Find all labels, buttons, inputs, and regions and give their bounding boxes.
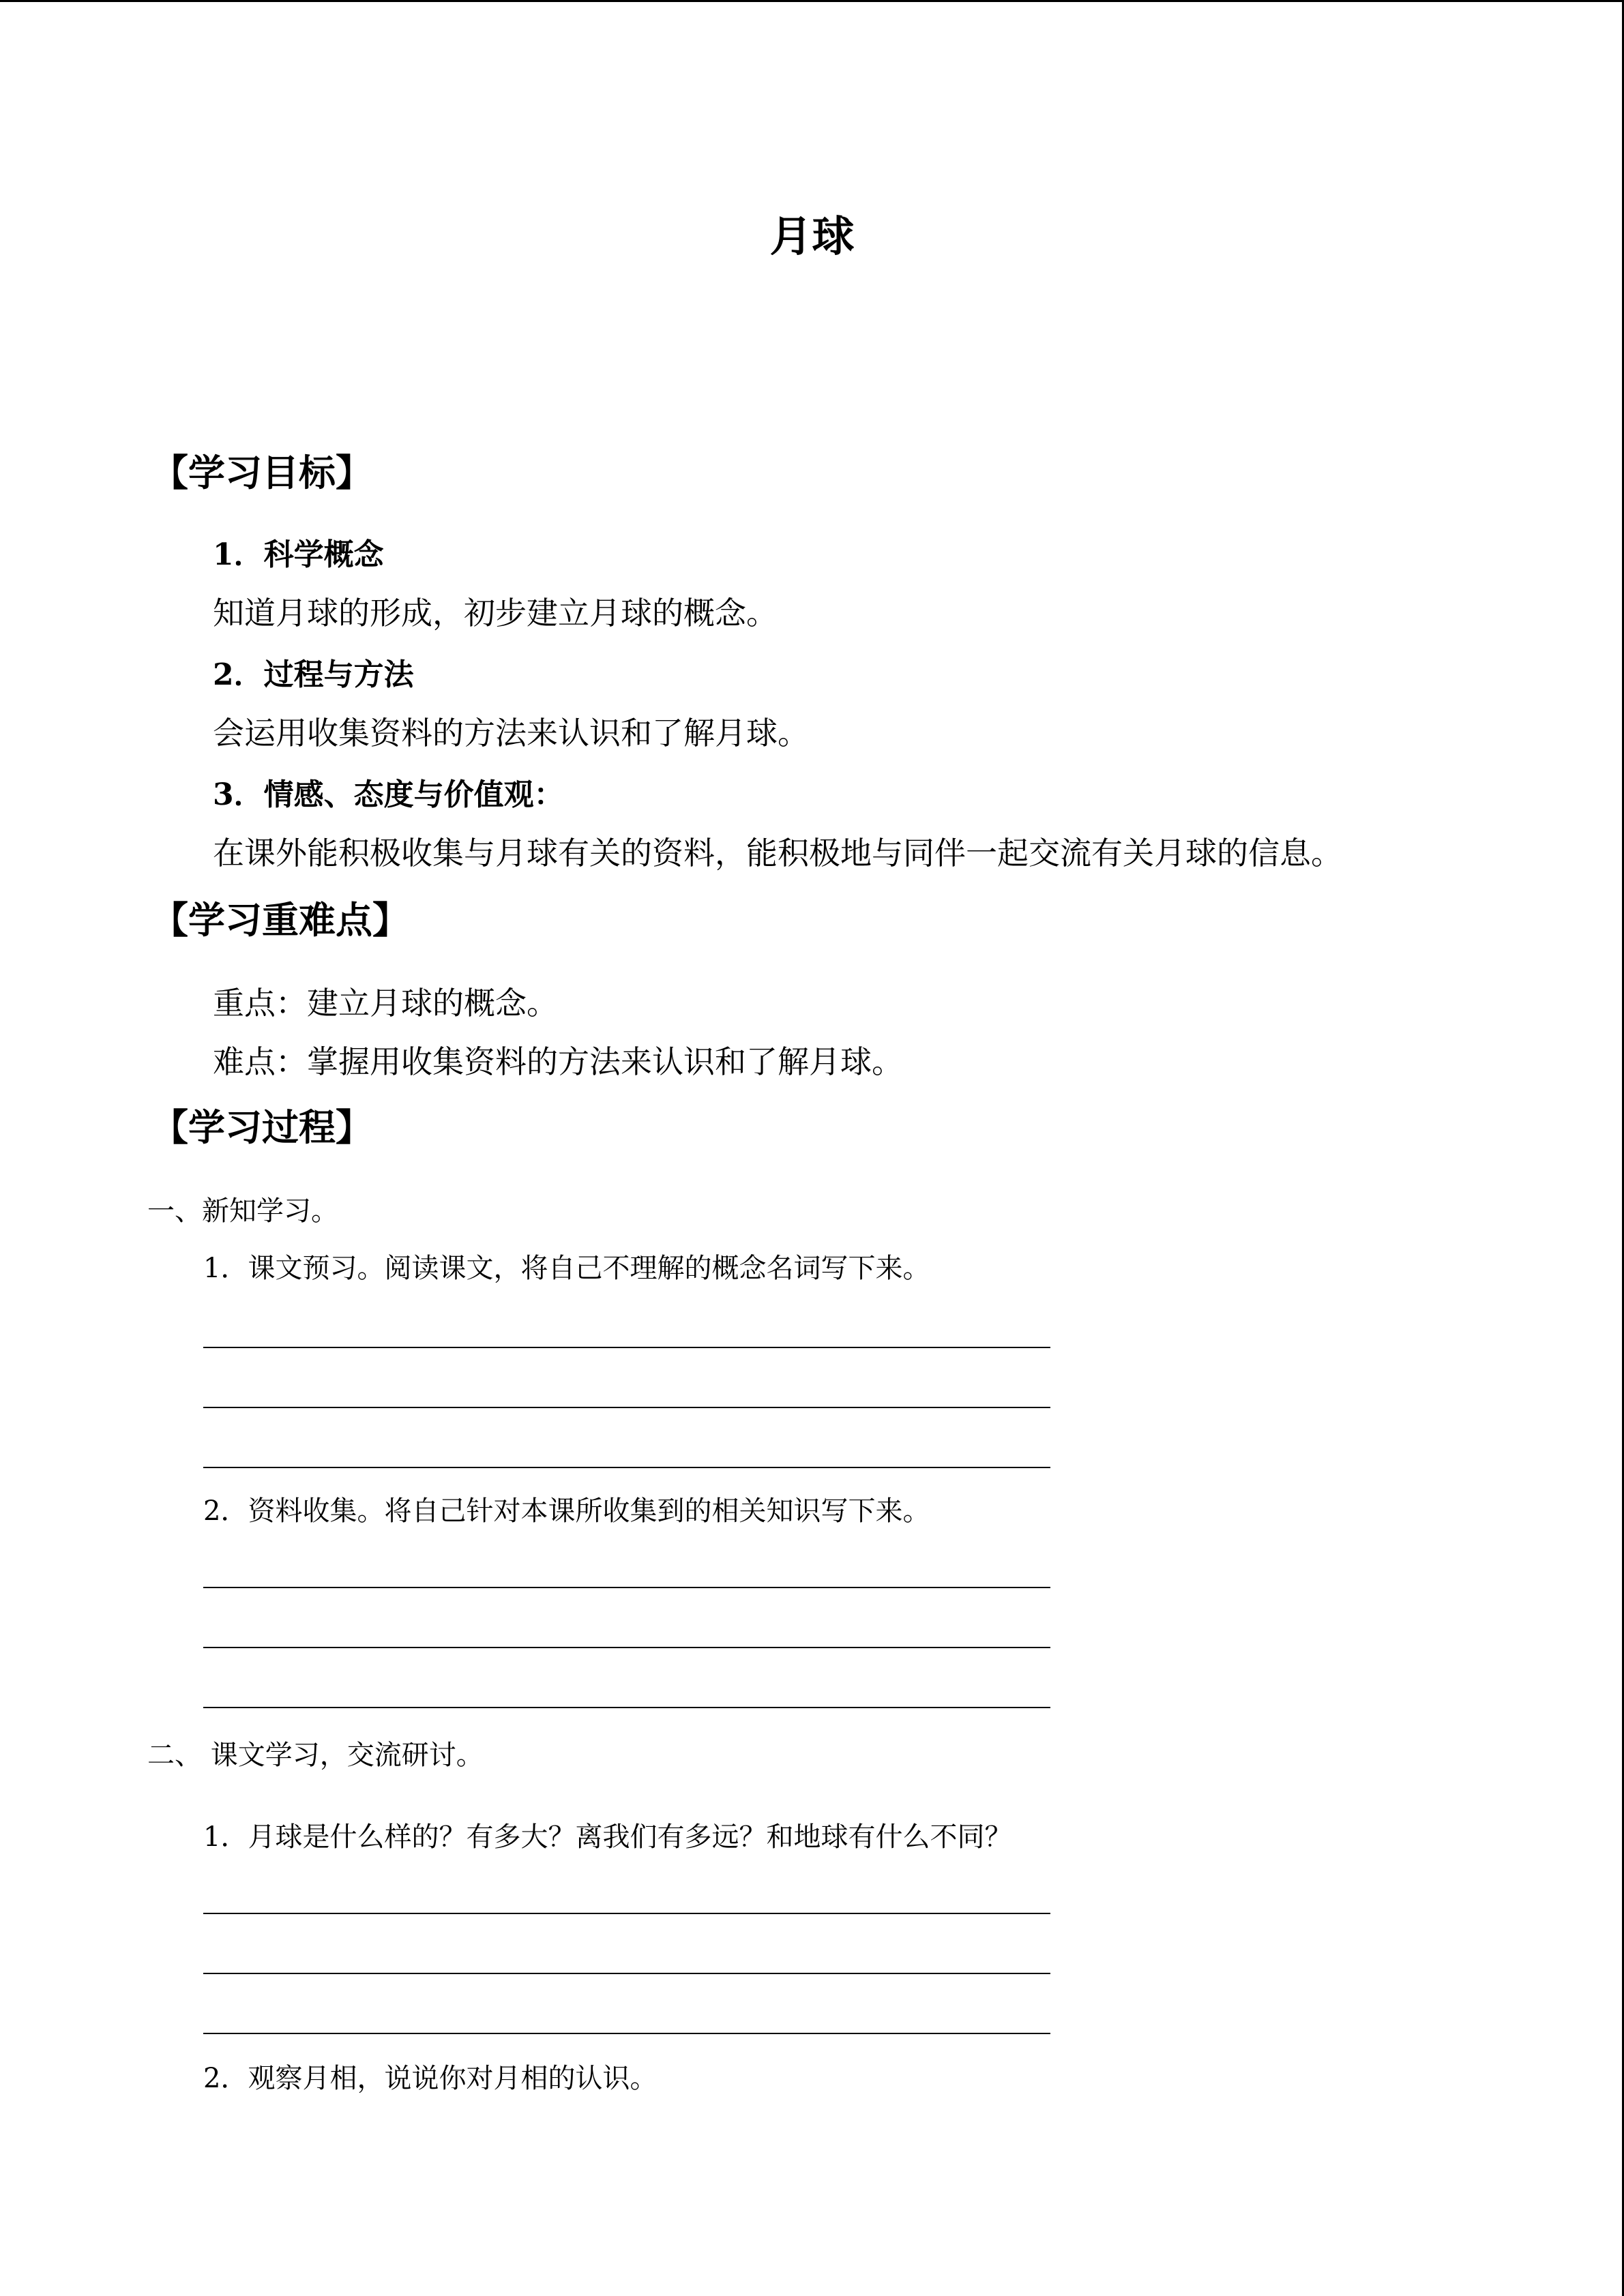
objective-2-text: 会运用收集资料的方法来认识和了解月球。 [213, 715, 809, 751]
part2-title: 二、 课文学习，交流研讨。 [147, 1740, 484, 1771]
answer-line[interactable] [203, 1973, 1050, 1974]
objective-3-label: 3．情感、态度与价值观： [213, 777, 564, 812]
answer-line[interactable] [203, 1707, 1050, 1708]
objective-1-label: 1．科学概念 [213, 537, 384, 572]
answer-line[interactable] [203, 1647, 1050, 1648]
part2-question-2: 2．观察月相，说说你对月相的认识。 [203, 2063, 658, 2094]
answer-line[interactable] [203, 1407, 1050, 1408]
page-border-top [0, 0, 1624, 2]
objective-1-text: 知道月球的形成，初步建立月球的概念。 [213, 595, 778, 631]
page-title: 月球 [769, 211, 855, 261]
key-points-heading: 【学习重难点】 [151, 898, 409, 942]
part1-question-1: 1．课文预习。阅读课文，将自己不理解的概念名词写下来。 [203, 1253, 930, 1284]
key-point-focus: 重点：建立月球的概念。 [213, 985, 558, 1022]
process-heading: 【学习过程】 [151, 1105, 372, 1149]
objectives-heading: 【学习目标】 [151, 451, 372, 494]
objective-2-label: 2．过程与方法 [213, 657, 414, 692]
part1-title: 一、新知学习。 [147, 1195, 338, 1227]
answer-line[interactable] [203, 1913, 1050, 1914]
part2-question-1: 1．月球是什么样的？有多大？离我们有多远？和地球有什么不同？ [203, 1821, 1012, 1853]
key-point-difficulty: 难点：掌握用收集资料的方法来认识和了解月球。 [213, 1043, 903, 1080]
answer-line[interactable] [203, 1467, 1050, 1468]
answer-line[interactable] [203, 2033, 1050, 2034]
part1-question-2: 2．资料收集。将自己针对本课所收集到的相关知识写下来。 [203, 1495, 930, 1527]
answer-line[interactable] [203, 1347, 1050, 1348]
objective-3-text: 在课外能积极收集与月球有关的资料，能积极地与同伴一起交流有关月球的信息。 [213, 835, 1342, 871]
answer-line[interactable] [203, 1587, 1050, 1588]
